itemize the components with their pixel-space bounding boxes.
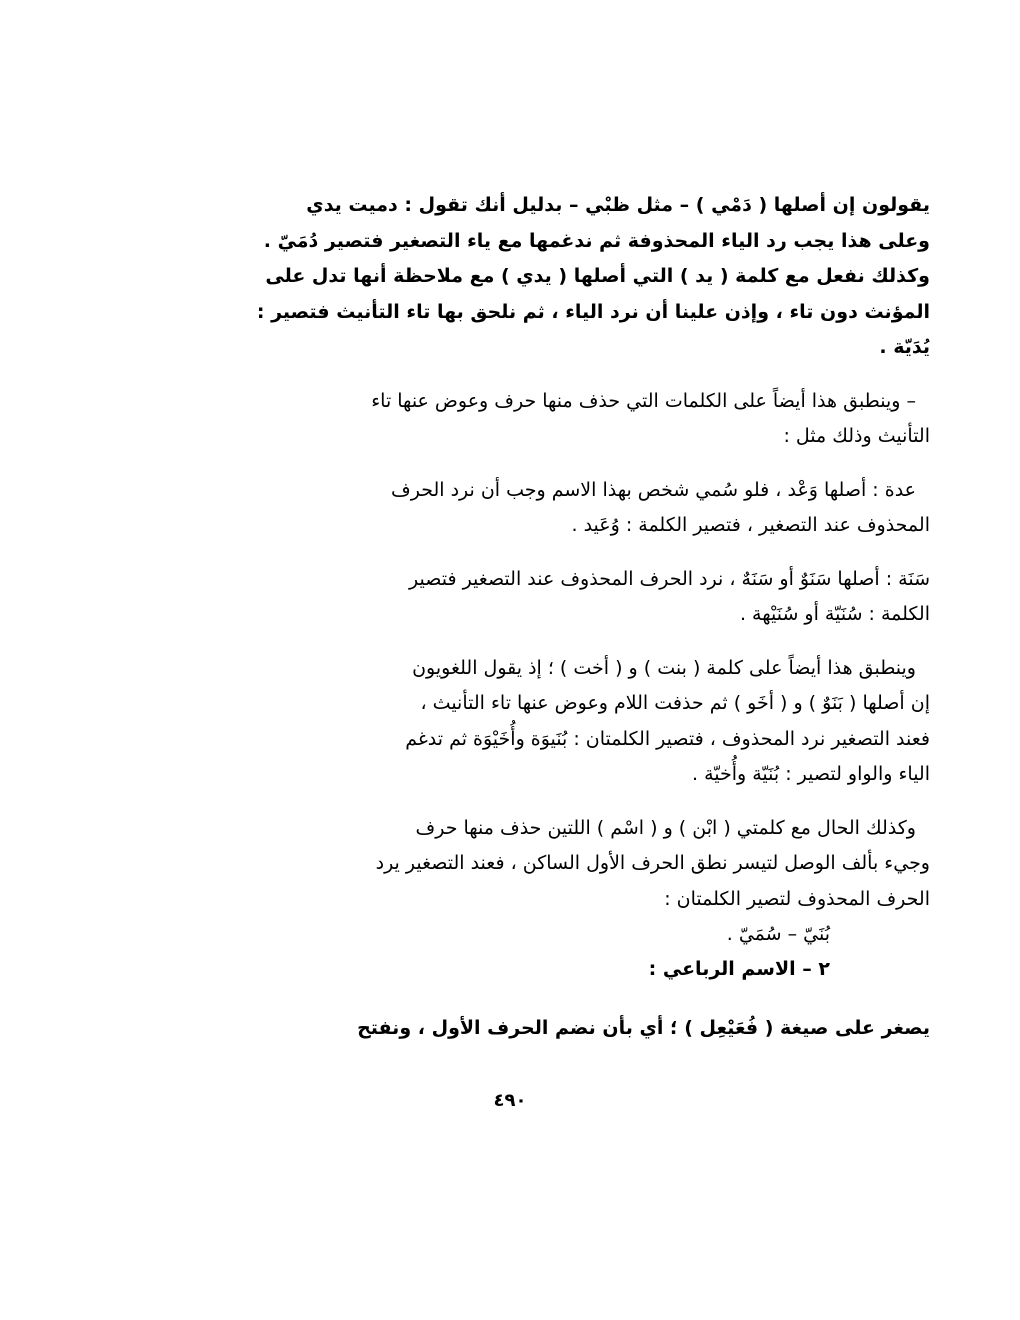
p1-line-3: وكذلك نفعل مع كلمة ( يد ) التي أصلها ( يدي ) مع ملاحظة أنها تدل على (265, 265, 930, 287)
p5-line-4: الياء والواو لتصير : بُنَيّة وأُخيّة . (692, 763, 930, 785)
p6-line-2: وجيء بألف الوصل لتيسر نطق الحرف الأول الساكن ، فعند التصغير يرد (375, 852, 930, 874)
paragraph-2 (190, 384, 930, 455)
p5-line-3: فعند التصغير نرد المحذوف ، فتصير الكلمتان : بُنَيوَة وأُخَيْوَة ثم تدغم (405, 727, 930, 750)
section-heading: ٢ – الاسم الرباعي : (648, 958, 830, 980)
p4-line-2: الكلمة : سُنَيّة أو سُنَيْهة . (739, 603, 930, 625)
p6-line-3: الحرف المحذوف لتصير الكلمتان : (664, 887, 930, 910)
p1-line-5: يُدَيّة . (879, 336, 930, 358)
p6-line-1: وكذلك الحال مع كلمتي ( ابْن ) و ( اسْم ) اللتين حذف منها حرف (415, 816, 916, 839)
p2-line-2: التأنيث وذلك مثل : (783, 425, 930, 447)
page-number: ٤٩٠ (493, 1090, 527, 1111)
p5-line-1: وينطبق هذا أيضاً على كلمة ( بنت ) و ( أخت ) ؛ إذ يقول اللغويون (412, 656, 916, 679)
paragraph-4 (190, 562, 930, 633)
p1-line-4: المؤنث دون تاء ، وإذن علينا أن نرد الياء ، ثم نلحق بها تاء التأنيث فتصير : (256, 300, 930, 323)
paragraph-6 (190, 811, 930, 918)
p4-line-1: سَنَة : أصلها سَنَوٌ أو سَنَهٌ ، نرد الحرف المحذوف عند التصغير فتصير (409, 567, 930, 590)
p2-line-1: – وينطبق هذا أيضاً على الكلمات التي حذف منها حرف وعوض عنها تاء (371, 389, 916, 412)
p5-line-2: إن أصلها ( بَنَوٌ ) و ( أخَو ) ثم حذفت اللام وعوض عنها تاء التأنيث ، (420, 692, 930, 714)
final-paragraph: يصغر على صيغة ( فُعَيْعِل ) ؛ أي بأن نضم الحرف الأول ، ونفتح (357, 1017, 930, 1039)
p3-line-2: المحذوف عند التصغير ، فتصير الكلمة : وُعَيد . (571, 514, 930, 536)
paragraph-3 (190, 473, 930, 544)
p1-line-2: وعلى هذا يجب رد الياء المحذوفة ثم ندغمها مع ياء التصغير فتصير دُمَيّ . (263, 229, 930, 252)
paragraph-5 (190, 651, 930, 793)
p1-line-1: يقولون إن أصلها ( دَمْي ) – مثل ظبْي – بدليل أنك تقول : دميت يدي (306, 194, 930, 216)
paragraph-1 (190, 188, 930, 366)
p3-line-1: عدة : أصلها وَعْد ، فلو سُمي شخص بهذا الاسم وجب أن نرد الحرف (391, 478, 916, 501)
example-line: بُنَيّ – سُمَيّ . (726, 923, 830, 945)
book-page (190, 188, 930, 1047)
